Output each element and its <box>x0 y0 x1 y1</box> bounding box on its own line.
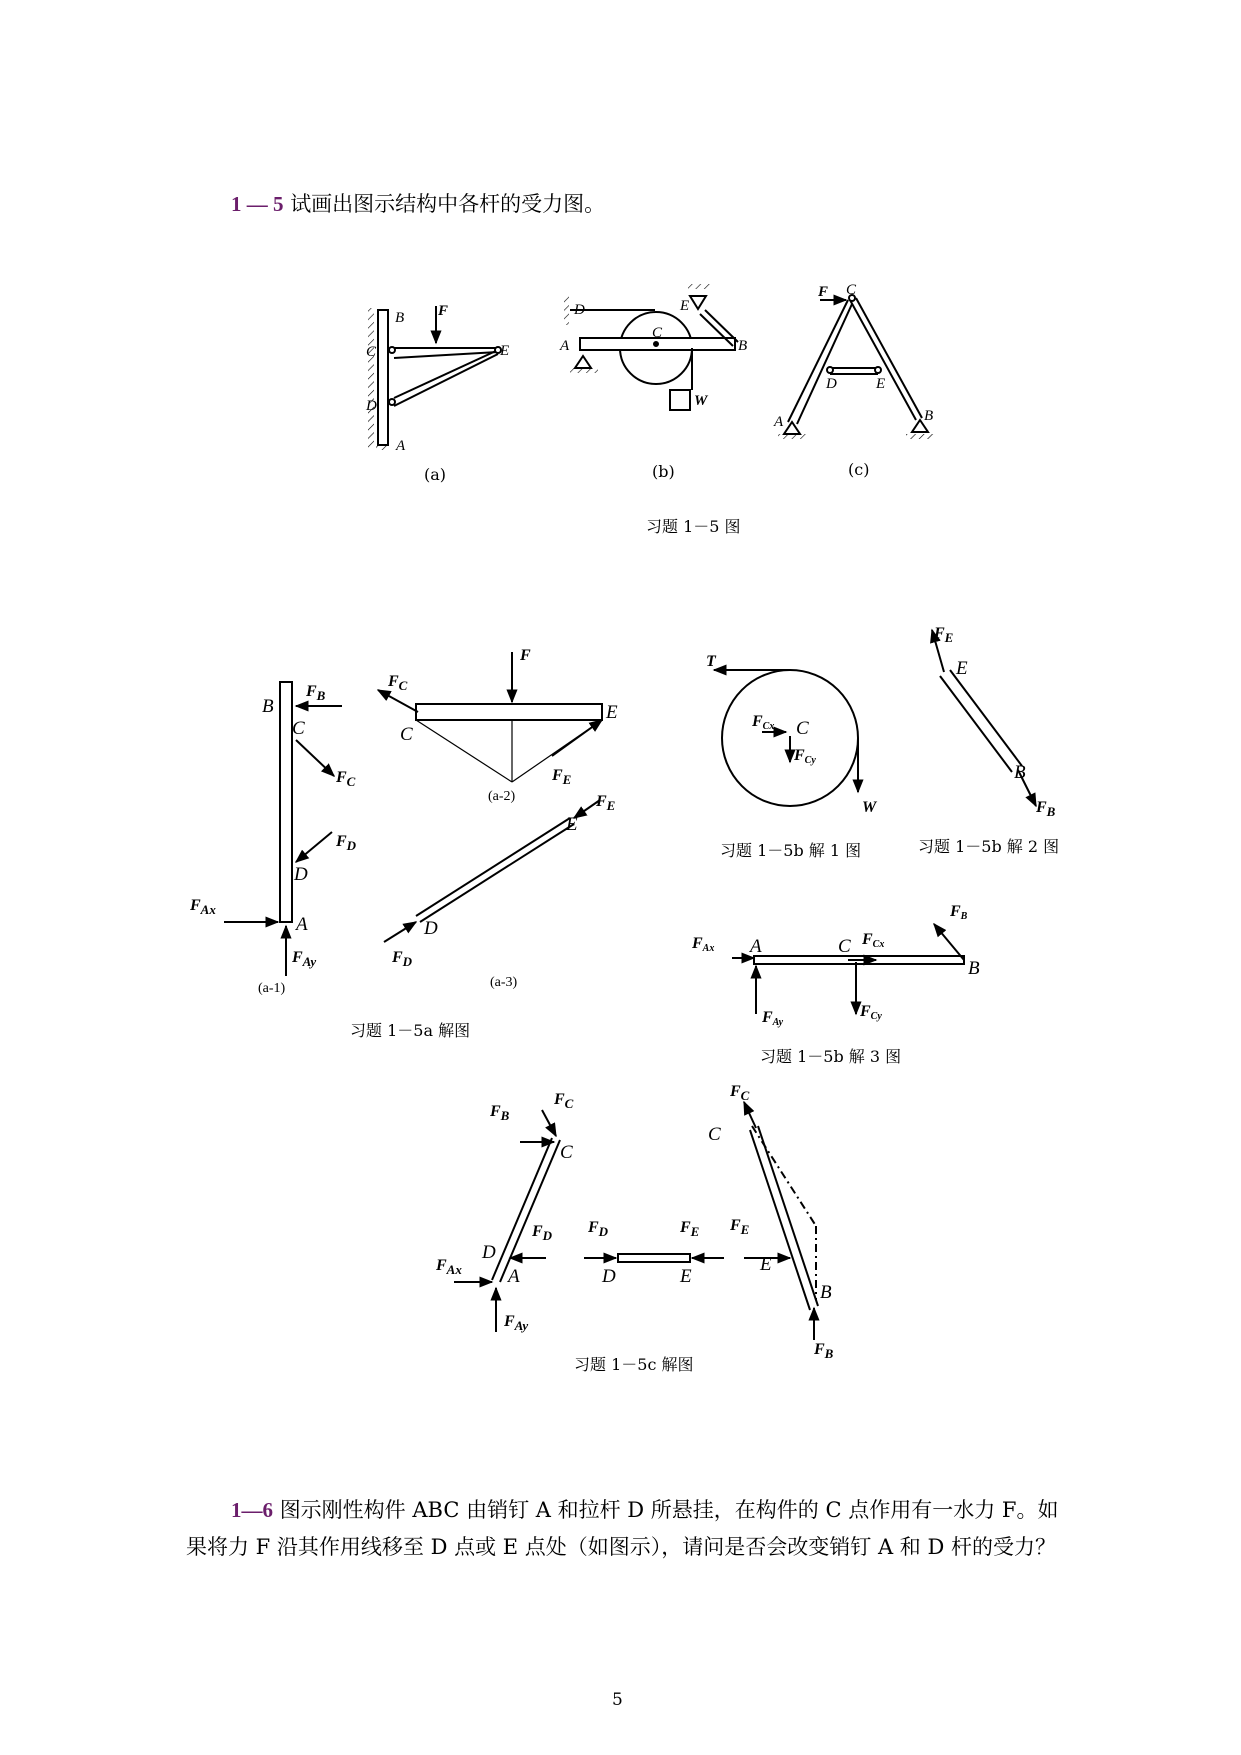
svg-text:FC: $F_C$ <box>336 769 356 789</box>
svg-text:C: C <box>366 344 377 360</box>
svg-text:B: B <box>262 696 274 717</box>
solution-b1 <box>714 670 858 806</box>
svg-text:FD: $F_D$ <box>392 949 413 969</box>
svg-text:E: E <box>606 702 618 723</box>
svg-text:E: E <box>500 343 510 359</box>
caption-solution-b3: 习题 1－5b 解 3 图 <box>760 1047 902 1066</box>
svg-text:E: E <box>876 376 886 392</box>
svg-text:FC: $F_C$ <box>388 673 408 693</box>
svg-text:B: B <box>395 310 405 326</box>
svg-text:E: E <box>680 298 690 314</box>
svg-text:D: D <box>826 376 837 392</box>
svg-text:FB: $F_B$ <box>490 1103 510 1123</box>
solution-c <box>454 1102 818 1340</box>
svg-text:FAy: $F_{Ay}$ <box>504 1313 529 1333</box>
svg-text:FE: $F_E$ <box>596 793 616 813</box>
svg-text:D: D <box>366 398 377 414</box>
svg-text:FE: $F_E$ <box>552 767 572 787</box>
solution-a3-labels <box>391 793 616 990</box>
figure-a <box>368 306 501 450</box>
svg-text:T: T <box>706 653 716 670</box>
svg-text:A: A <box>750 936 762 957</box>
svg-text:F: F <box>438 303 449 319</box>
svg-text:W: W <box>862 799 877 816</box>
svg-text:C: C <box>652 325 663 341</box>
svg-text:A: A <box>396 438 406 454</box>
svg-text:F: F <box>818 284 829 300</box>
svg-text:E: E <box>760 1254 772 1275</box>
solution-b3-labels <box>691 903 980 1028</box>
caption-solution-b1: 习题 1－5b 解 1 图 <box>720 841 862 860</box>
svg-text:FAy: FAy <box>762 1009 784 1028</box>
svg-text:FCy: FCy <box>860 1003 882 1022</box>
svg-text:B: B <box>1014 762 1026 783</box>
subfig-label-a: (a) <box>424 465 447 484</box>
solution-a2 <box>378 652 602 782</box>
svg-text:A: A <box>296 914 308 935</box>
svg-text:D: D <box>482 1242 496 1263</box>
figure-b <box>564 284 738 410</box>
caption-a1: (a-1) <box>258 981 286 996</box>
svg-text:FB: $F_B$ <box>306 683 326 703</box>
svg-text:C: C <box>292 718 305 739</box>
svg-text:FE: $F_E$ <box>934 625 954 645</box>
caption-solution-b2: 习题 1－5b 解 2 图 <box>918 837 1060 856</box>
svg-text:FB: $F_B$ <box>814 1341 834 1361</box>
svg-text:FCy: FCy <box>794 747 816 766</box>
solution-a1 <box>224 682 342 976</box>
svg-text:FC: $F_C$ <box>730 1083 750 1103</box>
problem-1-6-text: 图示刚性构件 ABC 由销钉 A 和拉杆 D 所悬挂，在构件的 C 点作用有一水力 F。如果将力 F 沿其作用线移至 D 点或 E 点处（如图示），请问是否会改变销钉 A 和 D 杆的受力？ <box>186 1498 1059 1559</box>
svg-text:FE: $F_E$ <box>680 1219 700 1239</box>
figure-caption-1-5: 习题 1－5 图 <box>646 517 741 536</box>
svg-text:FD: $F_D$ <box>336 833 357 853</box>
svg-text:E: E <box>956 658 968 679</box>
problem-1-6 <box>186 1492 1066 1566</box>
svg-text:FD: $F_D$ <box>588 1219 609 1239</box>
svg-text:A: A <box>560 338 570 354</box>
solution-a1-labels <box>189 683 357 996</box>
problem-text: 试画出图示结构中各杆的受力图。 <box>290 192 606 216</box>
solution-c-labels <box>435 1083 834 1361</box>
svg-text:FB: FB <box>950 903 968 922</box>
svg-text:FE: $F_E$ <box>730 1217 750 1237</box>
subfig-label-b: (b) <box>652 462 675 481</box>
solution-a2-labels <box>387 647 618 804</box>
svg-text:B: B <box>820 1282 832 1303</box>
svg-text:D: D <box>424 918 438 939</box>
svg-text:FAx: $F_{Ax}$ <box>436 1257 462 1277</box>
solution-b2-labels <box>933 625 1056 819</box>
caption-a2: (a-2) <box>488 789 516 804</box>
svg-text:FC: $F_C$ <box>554 1091 574 1111</box>
svg-text:FD: $F_D$ <box>532 1223 553 1243</box>
svg-text:C: C <box>400 724 413 745</box>
svg-text:D: D <box>602 1266 616 1287</box>
problem-1-6-number: 1—6 <box>231 1498 273 1522</box>
svg-text:W: W <box>694 393 708 409</box>
problem-number: 1 — 5 <box>231 192 284 216</box>
svg-text:A: A <box>508 1266 520 1287</box>
svg-text:C: C <box>796 718 809 739</box>
svg-text:FAx: $F_{Ax}$ <box>190 897 216 917</box>
svg-text:D: D <box>574 302 585 318</box>
svg-text:C: C <box>846 282 857 298</box>
subfig-label-c: (c) <box>848 460 870 479</box>
svg-text:FCx: FCx <box>752 713 775 732</box>
svg-text:C: C <box>838 936 851 957</box>
svg-text:C: C <box>560 1142 573 1163</box>
svg-text:B: B <box>968 958 980 979</box>
svg-text:B: B <box>738 338 748 354</box>
svg-text:C: C <box>708 1124 721 1145</box>
caption-a3: (a-3) <box>490 975 518 990</box>
svg-text:D: D <box>294 864 308 885</box>
page-number: 5 <box>612 1690 623 1710</box>
svg-text:E: E <box>566 814 578 835</box>
svg-text:FCx: FCx <box>862 931 885 950</box>
svg-text:FAx: FAx <box>692 935 715 954</box>
svg-text:B: B <box>924 408 934 424</box>
svg-text:A: A <box>774 414 784 430</box>
svg-text:FB: $F_B$ <box>1036 799 1056 819</box>
caption-solution-c: 习题 1－5c 解图 <box>574 1355 694 1374</box>
svg-text:F: F <box>520 647 531 664</box>
svg-text:E: E <box>680 1266 692 1287</box>
svg-text:FAy: $F_{Ay}$ <box>292 949 317 969</box>
figure-c <box>778 295 934 439</box>
caption-solution-a: 习题 1－5a 解图 <box>350 1021 471 1040</box>
